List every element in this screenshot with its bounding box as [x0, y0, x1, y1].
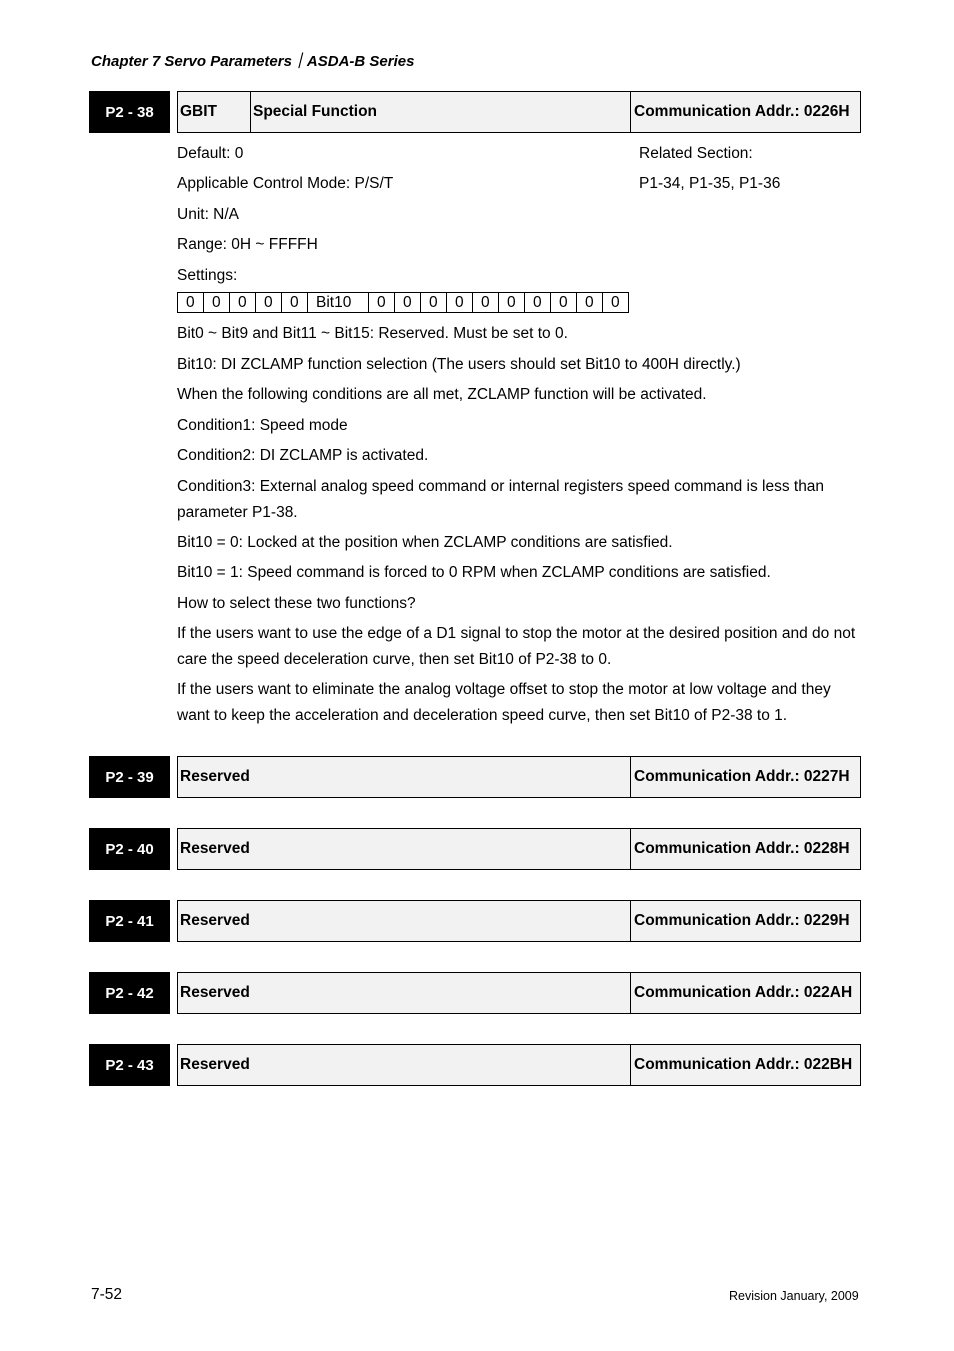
- param-info-box: [177, 972, 861, 1014]
- param-comm-addr: Communication Addr.: 022AH: [630, 973, 860, 1013]
- bit-cell: 0: [551, 293, 577, 313]
- desc-condition1: Condition1: Speed mode: [177, 417, 348, 434]
- param-name: Reserved: [180, 1056, 250, 1073]
- param-header-p2-39: [89, 756, 861, 798]
- bit-cell: 0: [577, 293, 603, 313]
- param-info-box: [177, 900, 861, 942]
- bit-cell: 0: [178, 293, 204, 313]
- param-id: P2 - 43: [89, 1044, 170, 1086]
- page-number: 7-52: [91, 1286, 123, 1303]
- bit-cell: 0: [473, 293, 499, 313]
- desc-conditions-intro: When the following conditions are all met, ZCLAMP function will be activated.: [177, 386, 707, 403]
- param-header-p2-38: [89, 91, 861, 133]
- param-info-box: [177, 756, 861, 798]
- param-name: Reserved: [180, 768, 250, 785]
- bit-cell: 0: [256, 293, 282, 313]
- param-name: Reserved: [180, 840, 250, 857]
- bit-cell: 0: [369, 293, 395, 313]
- bit-cell: 0: [447, 293, 473, 313]
- desc-bit10-0: Bit10 = 0: Locked at the position when ZCLAMP conditions are satisfied.: [177, 534, 673, 551]
- revision-date: Revision January, 2009: [729, 1289, 859, 1303]
- param-name: Reserved: [180, 912, 250, 929]
- param-comm-addr: Communication Addr.: 0226H: [630, 92, 860, 132]
- param-id: P2 - 38: [89, 91, 170, 133]
- range: Range: 0H ~ FFFFH: [177, 236, 318, 253]
- param-abbr: GBIT: [180, 103, 218, 120]
- default-value: Default: 0: [177, 145, 244, 162]
- param-name: Reserved: [180, 984, 250, 1001]
- bit-cell: 0: [421, 293, 447, 313]
- control-mode: Applicable Control Mode: P/S/T: [177, 175, 394, 192]
- chapter-header: Chapter 7 Servo Parameters｜ASDA-B Series: [91, 53, 415, 70]
- desc-select-0: If the users want to use the edge of a D1 signal to stop the motor at the desired position and do not care the speed deceleration curve, then set Bit10 of P2-38 to 0.: [177, 625, 856, 668]
- param-id: P2 - 42: [89, 972, 170, 1014]
- bit-settings-table: [177, 292, 629, 313]
- param-header-p2-41: [89, 900, 861, 942]
- desc-select-1: If the users want to eliminate the analog voltage offset to stop the motor at low voltage and they want to keep the acceleration and deceleration speed curve, then set Bit10 of P2-38 to 1.: [177, 681, 831, 724]
- desc-reserved-bits: Bit0 ~ Bit9 and Bit11 ~ Bit15: Reserved. Must be set to 0.: [177, 325, 568, 342]
- param-comm-addr: Communication Addr.: 0228H: [630, 829, 860, 869]
- bit-cell: 0: [204, 293, 230, 313]
- param-comm-addr: Communication Addr.: 0229H: [630, 901, 860, 941]
- param-info-box: [177, 91, 861, 133]
- desc-condition2: Condition2: DI ZCLAMP is activated.: [177, 447, 429, 464]
- desc-how-to-select: How to select these two functions?: [177, 595, 416, 612]
- related-section-list: P1-34, P1-35, P1-36: [639, 175, 781, 192]
- bit-cell: 0: [499, 293, 525, 313]
- bit-cell: 0: [603, 293, 629, 313]
- param-info-box: [177, 828, 861, 870]
- bit-cell: 0: [525, 293, 551, 313]
- param-id: P2 - 40: [89, 828, 170, 870]
- bit-cell: 0: [230, 293, 256, 313]
- unit: Unit: N/A: [177, 206, 240, 223]
- bit-cell: 0: [395, 293, 421, 313]
- param-id: P2 - 41: [89, 900, 170, 942]
- bit-cell-bit10: Bit10: [308, 293, 369, 313]
- desc-bit10: Bit10: DI ZCLAMP function selection (The users should set Bit10 to 400H directly.): [177, 356, 741, 373]
- param-comm-addr: Communication Addr.: 022BH: [630, 1045, 860, 1085]
- param-id: P2 - 39: [89, 756, 170, 798]
- param-info-box: [177, 1044, 861, 1086]
- param-header-p2-40: [89, 828, 861, 870]
- related-section-title: Related Section:: [639, 145, 753, 162]
- settings-label: Settings:: [177, 267, 238, 284]
- param-name: Special Function: [250, 92, 630, 132]
- param-header-p2-42: [89, 972, 861, 1014]
- desc-bit10-1: Bit10 = 1: Speed command is forced to 0 RPM when ZCLAMP conditions are satisfied.: [177, 564, 771, 581]
- bit-cell: 0: [282, 293, 308, 313]
- param-header-p2-43: [89, 1044, 861, 1086]
- desc-condition3: Condition3: External analog speed command or internal registers speed command is less than parameter P1-38.: [177, 478, 825, 521]
- param-comm-addr: Communication Addr.: 0227H: [630, 757, 860, 797]
